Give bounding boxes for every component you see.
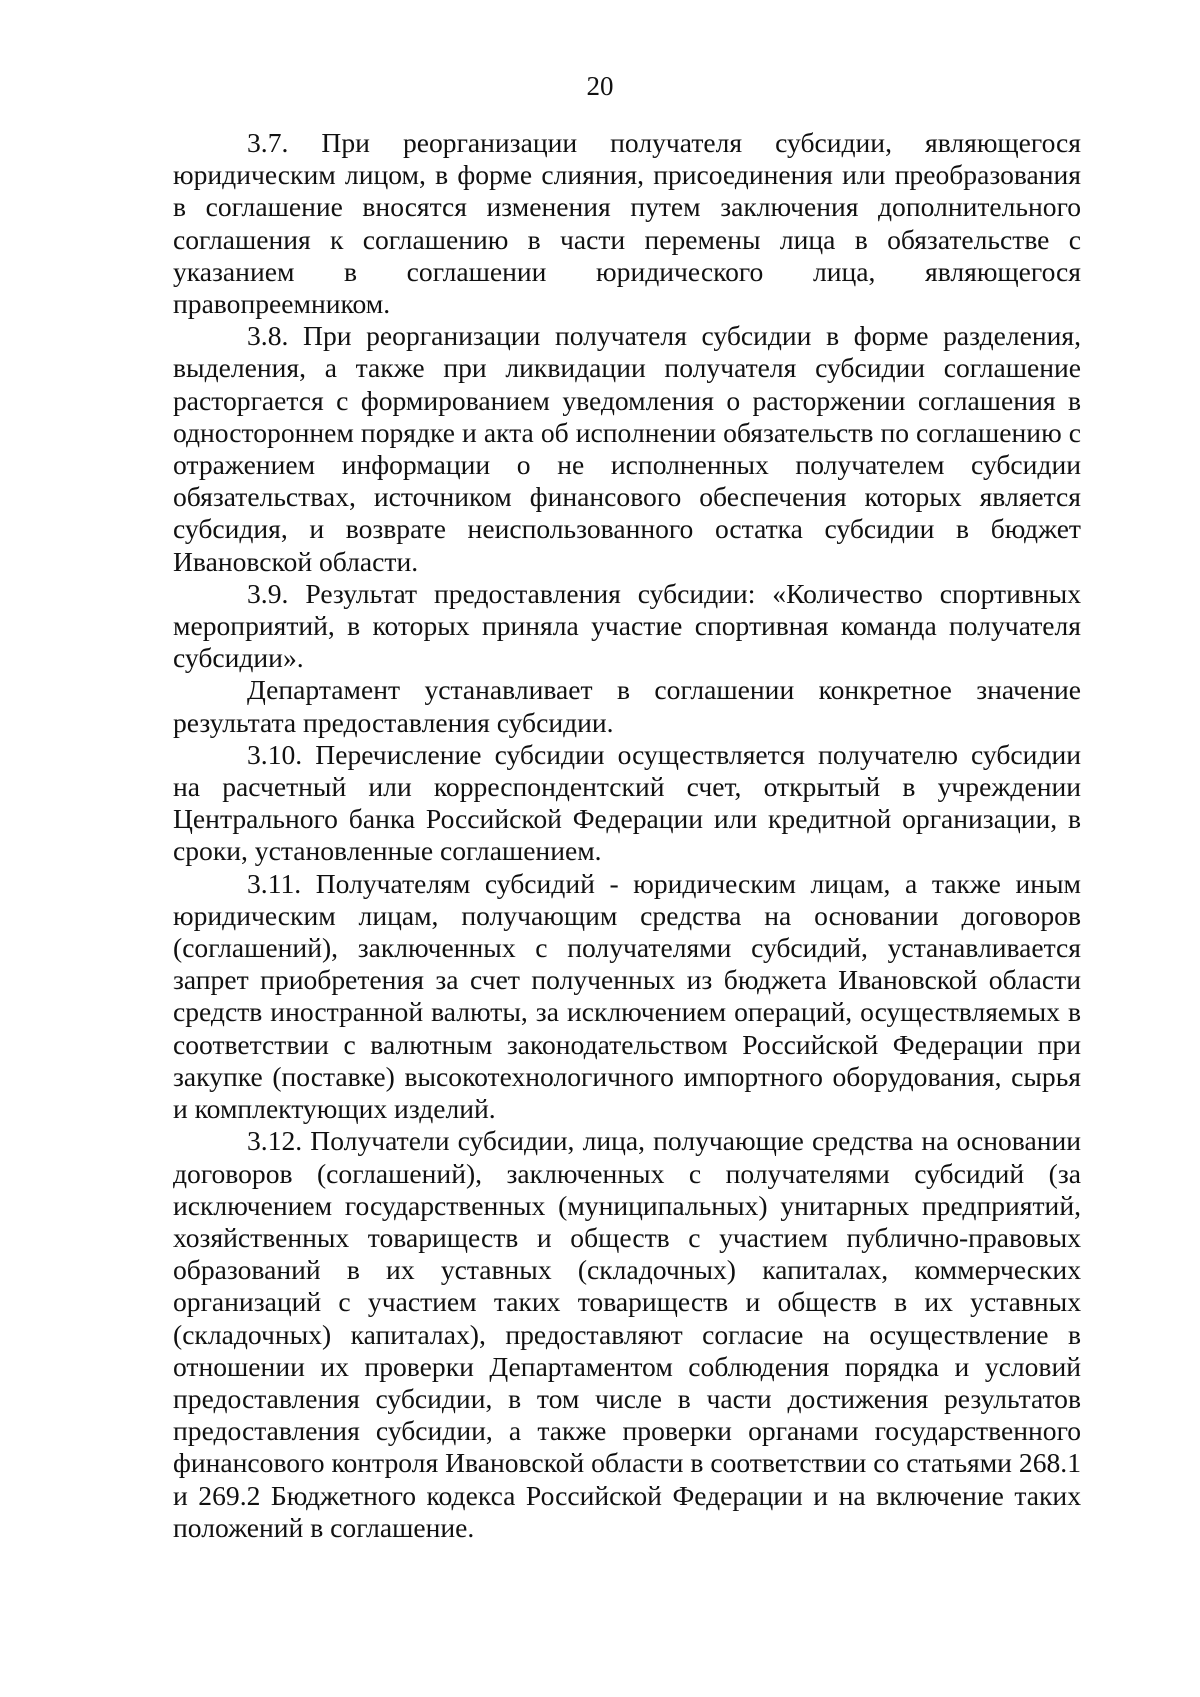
paragraph-3-12: 3.12. Получатели субсидии, лица, получающие средства на основании договоров (соглашений), заключенных с получателями субсидий (за исключением государственных (муниципальных) унитарных предприятий, хозяйственных товариществ и обществ с участием публично-правовых образований в их уставных (складочных) капиталах, коммерческих организаций с участием таких товариществ и обществ в их уставных (складочных) капиталах), предоставляют согласие на осуществление в отношении их проверки Департаментом соблюдения порядка и условий предоставления субсидии, в том числе в части достижения результатов предоставления субсидии, а также проверки органами государственного финансового контроля Ивановской области в соответствии со статьями 268.1 и 269.2 Бюджетного кодекса Российской Федерации и на включение таких положений в соглашение. <box>173 1125 1081 1543</box>
paragraph-department-result: Департамент устанавливает в соглашении конкретное значение результата предоставления субсидии. <box>173 674 1081 738</box>
document-body <box>173 127 1081 1544</box>
paragraph-3-11: 3.11. Получателям субсидий - юридическим лицам, а также иным юридическим лицам, получающим средства на основании договоров (соглашений), заключенных с получателями субсидий, устанавливается запрет приобретения за счет полученных из бюджета Ивановской области средств иностранной валюты, за исключением операций, осуществляемых в соответствии с валютным законодательством Российской Федерации при закупке (поставке) высокотехнологичного импортного оборудования, сырья и комплектующих изделий. <box>173 867 1081 1125</box>
page-number: 20 <box>586 71 614 101</box>
paragraph-3-8: 3.8. При реорганизации получателя субсидии в форме разделения, выделения, а также при ликвидации получателя субсидии соглашение расторгается с формированием уведомления о расторжении соглашения в одностороннем порядке и акта об исполнении обязательств по соглашению с отражением информации о не исполненных получателем субсидии обязательствах, источником финансового обеспечения которых является субсидия, и возврате неиспользованного остатка субсидии в бюджет Ивановской области. <box>173 320 1081 577</box>
paragraph-3-7: 3.7. При реорганизации получателя субсидии, являющегося юридическим лицом, в форме слияния, присоединения или преобразования в соглашение вносятся изменения путем заключения дополнительного соглашения к соглашению в части перемены лица в обязательстве с указанием в соглашении юридического лица, являющегося правопреемником. <box>173 127 1081 320</box>
paragraph-3-10: 3.10. Перечисление субсидии осуществляется получателю субсидии на расчетный или корреспондентский счет, открытый в учреждении Центрального банка Российской Федерации или кредитной организации, в сроки, установленные соглашением. <box>173 738 1081 867</box>
paragraph-3-9: 3.9. Результат предоставления субсидии: «Количество спортивных мероприятий, в которых приняла участие спортивная команда получателя субсидии». <box>173 577 1081 674</box>
